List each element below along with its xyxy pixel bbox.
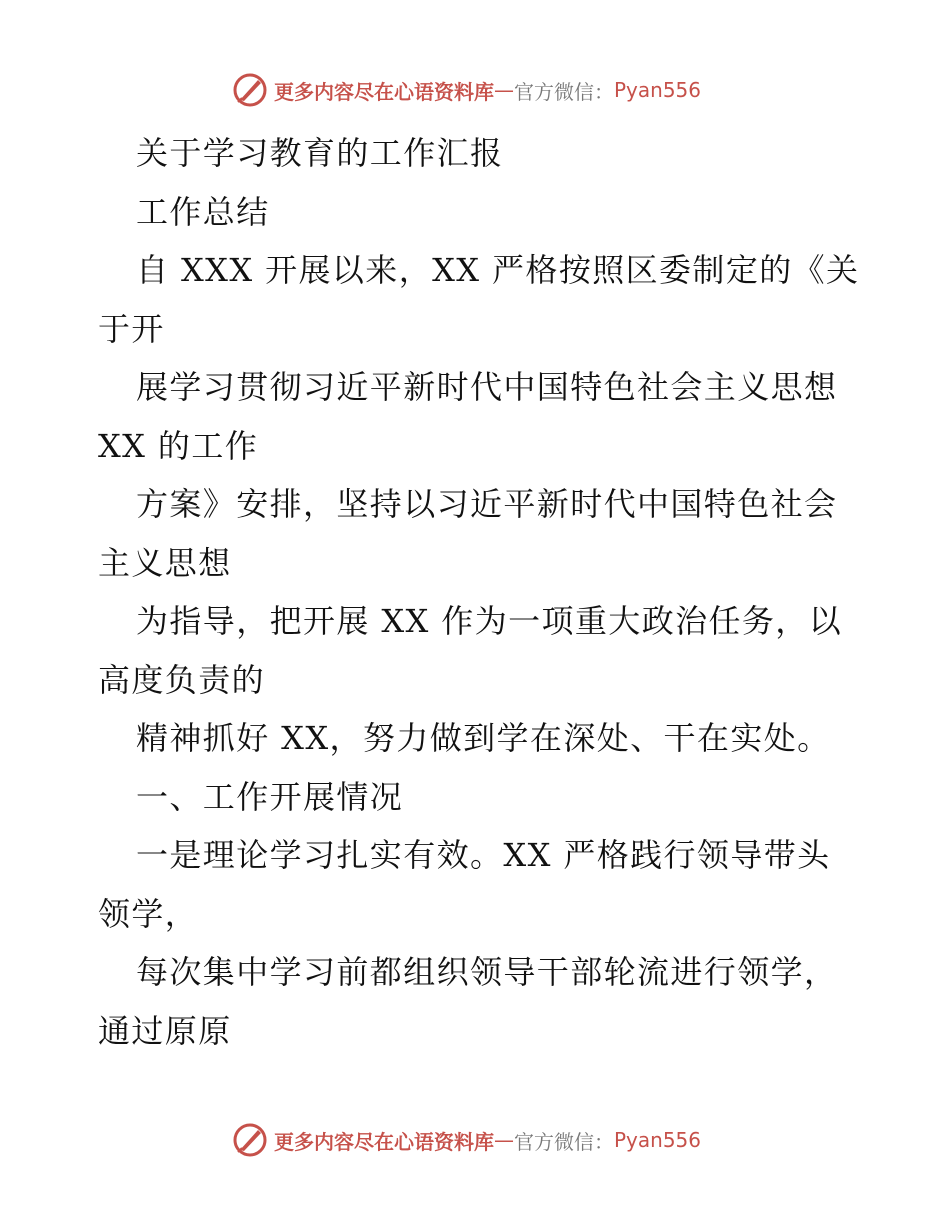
banner-wechat-id: Pyan556 <box>614 1128 702 1152</box>
document-line: 自 XXX 开展以来，XX 严格按照区委制定的《关 <box>136 251 860 289</box>
header-banner <box>232 70 701 110</box>
document-line: 于开 <box>98 309 165 348</box>
quill-pen-logo-icon <box>232 1122 268 1158</box>
document-line: 通过原原 <box>98 1011 232 1050</box>
banner-wechat-id: Pyan556 <box>614 78 702 102</box>
document-line: 关于学习教育的工作汇报 <box>136 134 504 172</box>
banner-wechat-label: 官方微信： <box>514 79 614 104</box>
document-line: XX 的工作 <box>98 426 259 465</box>
document-line: 精神抓好 XX，努力做到学在深处、干在实处。 <box>136 719 831 757</box>
document-line: 高度负责的 <box>98 660 266 699</box>
document-line: 为指导，把开展 XX 作为一项重大政治任务，以 <box>136 602 843 640</box>
document-line: 领学， <box>98 894 199 933</box>
document-body <box>98 124 868 1060</box>
document-line: 工作总结 <box>136 192 270 231</box>
document-line: 一、工作开展情况 <box>136 777 404 816</box>
footer-banner <box>232 1120 701 1160</box>
banner-separator: — <box>494 1128 514 1152</box>
banner-separator: — <box>494 78 514 102</box>
quill-pen-logo-icon <box>232 72 268 108</box>
banner-library-text: 更多内容尽在心语资料库 <box>274 79 494 104</box>
document-line: 展学习贯彻习近平新时代中国特色社会主义思想 <box>136 368 838 406</box>
document-line: 每次集中学习前都组织领导干部轮流进行领学， <box>136 953 838 991</box>
document-line: 主义思想 <box>98 543 232 582</box>
banner-library-text: 更多内容尽在心语资料库 <box>274 1129 494 1154</box>
document-line: 一是理论学习扎实有效。XX 严格践行领导带头 <box>136 836 831 874</box>
document-line: 方案》安排，坚持以习近平新时代中国特色社会 <box>136 485 838 523</box>
banner-wechat-label: 官方微信： <box>514 1129 614 1154</box>
